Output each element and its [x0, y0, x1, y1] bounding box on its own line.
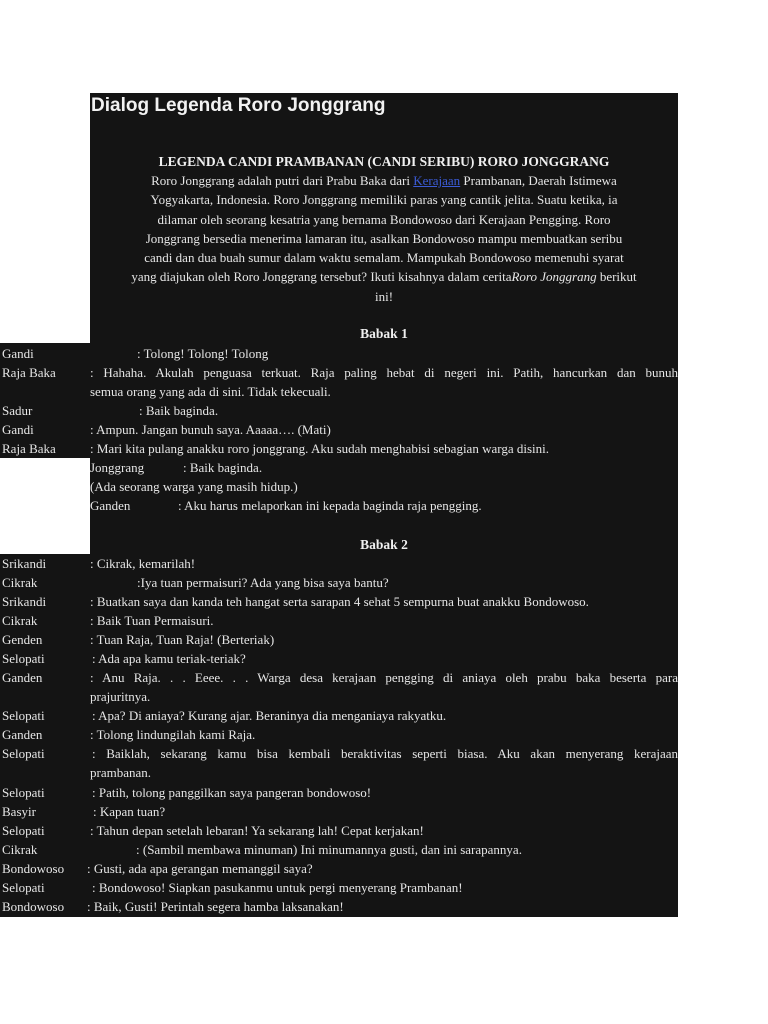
speaker-name: Srikandi	[2, 556, 47, 571]
dialog-text: : Buatkan saya dan kanda teh hangat serta sarapan 4 sehat 5 sempurna buat anakku Bondowoso.	[90, 594, 589, 609]
dialog-row	[0, 706, 678, 725]
dialog-row	[0, 783, 678, 802]
dialog-row	[0, 649, 678, 668]
speaker-name: Selopati	[2, 708, 45, 723]
dialog-text: : Aku harus melaporkan ini kepada baginda raja pengging.	[178, 498, 482, 513]
dialog-row	[0, 630, 678, 649]
dialog-text: : Tolong lindungilah kami Raja.	[90, 727, 256, 742]
legend-heading: LEGENDA CANDI PRAMBANAN (CANDI SERIBU) RORO JONGGRANG	[158, 154, 610, 169]
dialog-text: : Bondowoso! Siapkan pasukanmu untuk pergi menyerang Prambanan!	[92, 880, 463, 895]
dialog-text: : Tolong! Tolong! Tolong	[137, 346, 269, 361]
dialog-text: : Hahaha. Akulah penguasa terkuat. Raja paling hebat di negeri ini. Patih, hancurkan dan bunuh	[90, 365, 678, 380]
dialog-continuation: prajuritnya.	[90, 689, 151, 704]
speaker-name: Selopati	[2, 880, 45, 895]
dialog-text: : Kapan tuan?	[93, 804, 166, 819]
speaker-name: Ganden	[2, 727, 43, 742]
speaker-name: Selopati	[2, 746, 45, 761]
speaker-name: Sadur	[2, 403, 33, 418]
speaker-name: Basyir	[2, 804, 36, 819]
dialog-row	[0, 344, 678, 363]
speaker-name: Cikrak	[2, 613, 38, 628]
intro-line: ini!	[374, 288, 394, 304]
speaker-name: Genden	[2, 632, 43, 647]
dialog-continuation: prambanan.	[90, 765, 152, 780]
dialog-text: : Baik baginda.	[139, 403, 219, 418]
babak-1-heading: Babak 1	[360, 326, 408, 341]
dialog-continuation: semua orang yang ada di sini. Tidak tekecuali.	[90, 384, 331, 399]
speaker-name: Gandi	[2, 346, 34, 361]
dialog-row	[0, 496, 678, 515]
dialog-row	[0, 573, 678, 592]
dialog-row	[0, 821, 678, 840]
speaker-name: Jonggrang	[90, 460, 145, 475]
dialog-text: : Baik baginda.	[183, 460, 263, 475]
dialog-row	[0, 592, 678, 611]
speaker-name: Srikandi	[2, 594, 47, 609]
dialog-text: : Cikrak, kemarilah!	[90, 556, 196, 571]
speaker-name: Cikrak	[2, 575, 38, 590]
intro-line: Roro Jonggrang adalah putri dari Prabu Baka dari Kerajaan Prambanan, Daerah Istimewa	[151, 173, 617, 188]
dialog-text: : Ada apa kamu teriak-teriak?	[92, 651, 246, 666]
speaker-name: Selopati	[2, 651, 45, 666]
speaker-name: Raja Baka	[2, 441, 56, 456]
dialog-row	[0, 477, 678, 496]
dialog-row	[0, 439, 678, 458]
dialog-row	[0, 802, 678, 821]
dialog-text: (Ada seorang warga yang masih hidup.)	[90, 479, 298, 494]
dialog-row	[0, 878, 678, 897]
dialog-text: : Baik Tuan Permaisuri.	[90, 613, 214, 628]
kerajaan-link[interactable]: Kerajaan	[413, 173, 461, 188]
dialog-row	[0, 840, 678, 859]
dialog-text: : Apa? Di aniaya? Kurang ajar. Beraninya dia menganiaya rakyatku.	[92, 708, 447, 723]
intro-paragraph	[90, 171, 678, 306]
intro-line: dilamar oleh seorang kesatria yang bernama Bondowoso dari Kerajaan Pengging. Roro	[157, 211, 611, 227]
dialog-row	[0, 859, 678, 878]
speaker-name: Bondowoso	[2, 899, 65, 914]
speaker-name: Cikrak	[2, 842, 38, 857]
speaker-name: Ganden	[90, 498, 131, 513]
dialog-row	[0, 363, 678, 382]
intro-line: Jonggrang bersedia menerima lamaran itu, asalkan Bondowoso mampu membuatkan seribu	[145, 230, 623, 246]
intro-line: candi dan dua buah sumur dalam waktu semalam. Mampukah Bondowoso memenuhi syarat	[144, 250, 624, 266]
page-title: Dialog Legenda Roro Jonggrang	[91, 95, 386, 116]
dialog-text: : Baik, Gusti! Perintah segera hamba laksanakan!	[87, 899, 344, 914]
dialog-text: : Ampun. Jangan bunuh saya. Aaaaa…. (Mati)	[90, 422, 331, 437]
babak-2-heading: Babak 2	[360, 537, 408, 552]
dialog-text: : (Sambil membawa minuman) Ini minumannya gusti, dan ini sarapannya.	[136, 842, 522, 857]
dialog-row	[0, 554, 678, 573]
intro-line: Yogyakarta, Indonesia. Roro Jonggrang memiliki paras yang cantik jelita. Suatu ketika, ia	[150, 192, 618, 208]
speaker-name: Ganden	[2, 670, 43, 685]
dialog-row	[0, 725, 678, 744]
speaker-name: Gandi	[2, 422, 34, 437]
dialog-row	[0, 744, 678, 763]
speaker-name: Raja Baka	[2, 365, 56, 380]
speaker-name: Selopati	[2, 785, 45, 800]
dialog-text: : Mari kita pulang anakku roro jonggrang. Aku sudah menghabisi sebagian warga disini.	[90, 441, 549, 456]
speaker-name: Bondowoso	[2, 861, 65, 876]
dialog-text: : Anu Raja. . . Eeee. . . Warga desa kerajaan pengging di aniaya oleh prabu baka beserta para	[90, 670, 678, 685]
speaker-name: Selopati	[2, 823, 45, 838]
dialog-text: : Gusti, ada apa gerangan memanggil saya?	[87, 861, 313, 876]
dialog-text: : Tahun depan setelah lebaran! Ya sekarang lah! Cepat kerjakan!	[90, 823, 424, 838]
dialog-text: : Patih, tolong panggilkan saya pangeran bondowoso!	[92, 785, 372, 800]
dialog-row	[0, 611, 678, 630]
dialog-text: :Iya tuan permaisuri? Ada yang bisa saya bantu?	[137, 575, 389, 590]
dialog-row	[0, 668, 678, 687]
dialog-row	[0, 897, 678, 916]
dialog-row	[0, 401, 678, 420]
intro-line: yang diajukan oleh Roro Jonggrang tersebut? Ikuti kisahnya dalam ceritaRoro Jonggrang berikut	[131, 269, 637, 285]
dialog-row	[0, 420, 678, 439]
dialog-text: : Baiklah, sekarang kamu bisa kembali beraktivitas seperti biasa. Aku akan menyerang kerajaan	[92, 746, 678, 761]
dialog-row	[0, 458, 678, 477]
dialog-text: : Tuan Raja, Tuan Raja! (Berteriak)	[90, 632, 275, 647]
